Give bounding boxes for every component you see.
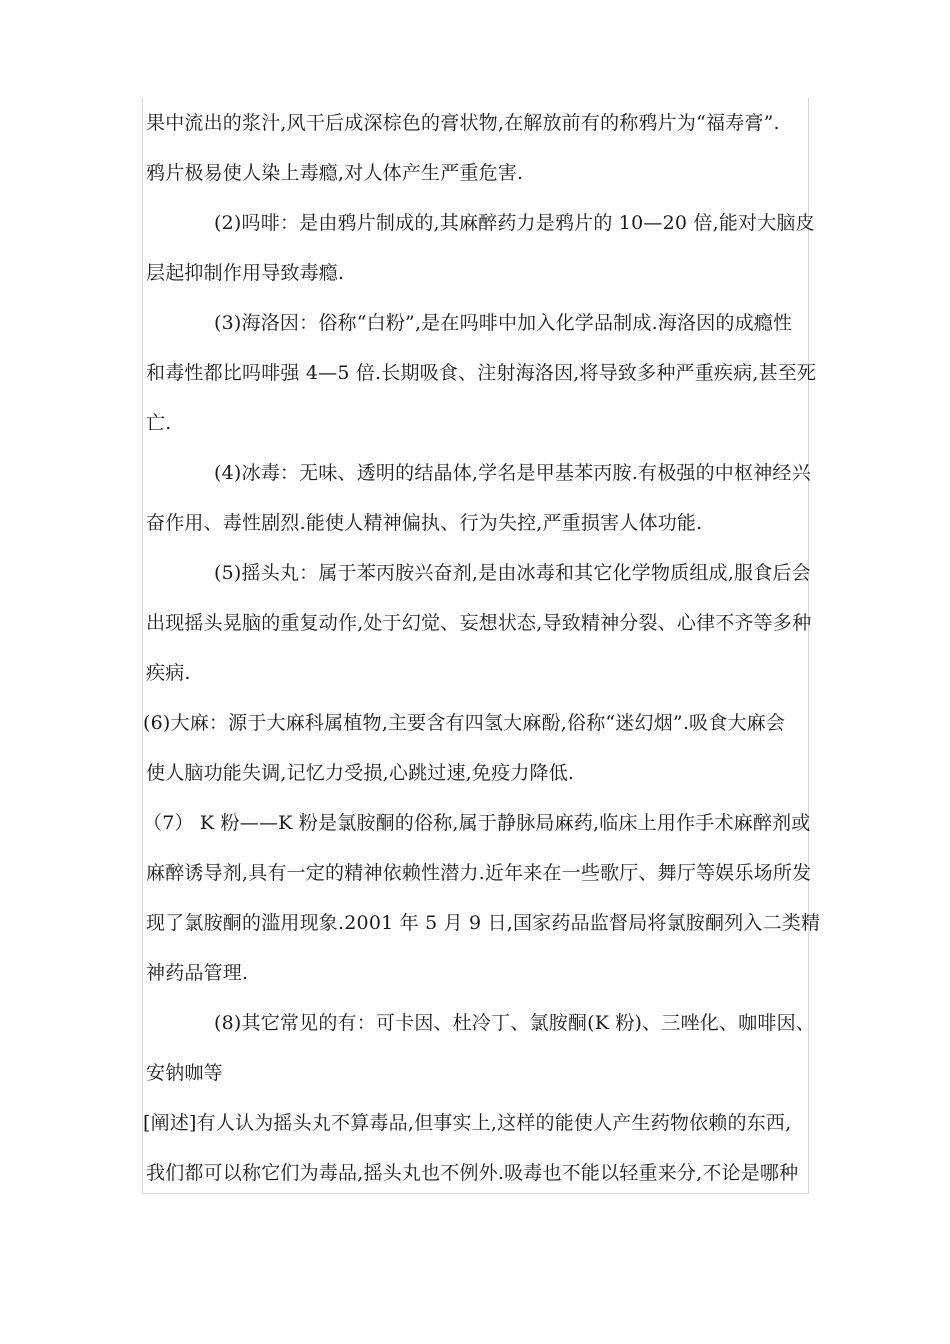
paragraph-line-20: 安钠咖等: [146, 1062, 223, 1084]
paragraph-line-3: (2)吗啡：是由鸦片制成的,其麻醉药力是鸦片的 10—20 倍,能对大脑皮: [214, 212, 815, 234]
paragraph-line-22: 我们都可以称它们为毒品,摇头丸也不例外.吸毒也不能以轻重来分,不论是哪种: [146, 1162, 799, 1184]
paragraph-line-13: (6)大麻：源于大麻科属植物,主要含有四氢大麻酚,俗称“迷幻烟”.吸食大麻会: [143, 712, 786, 734]
paragraph-line-15: （7） K 粉——K 粉是氯胺酮的俗称,属于静脉局麻药,临床上用作手术麻醉剂或: [143, 812, 811, 834]
paragraph-line-8: (4)冰毒：无味、透明的结晶体,学名是甲基苯丙胺.有极强的中枢神经兴: [214, 462, 811, 484]
paragraph-line-6: 和毒性都比吗啡强 4—5 倍.长期吸食、注射海洛因,将导致多种严重疾病,甚至死: [146, 362, 817, 384]
paragraph-line-9: 奋作用、毒性剧烈.能使人精神偏执、行为失控,严重损害人体功能.: [146, 512, 703, 534]
paragraph-line-21: [阐述]有人认为摇头丸不算毒品,但事实上,这样的能使人产生药物依赖的东西,: [143, 1112, 792, 1134]
paragraph-line-16: 麻醉诱导剂,具有一定的精神依赖性潜力.近年来在一些歌厅、舞厅等娱乐场所发: [146, 862, 812, 884]
paragraph-line-7: 亡.: [146, 412, 172, 434]
paragraph-line-2: 鸦片极易使人染上毒瘾,对人体产生严重危害.: [146, 162, 524, 184]
paragraph-line-17: 现了氯胺酮的滥用现象.2001 年 5 月 9 日,国家药品监督局将氯胺酮列入二类精: [146, 912, 821, 934]
paragraph-line-1: 果中流出的浆汁,风干后成深棕色的膏状物,在解放前有的称鸦片为“福寿膏”.: [146, 112, 780, 134]
paragraph-line-14: 使人脑功能失调,记忆力受损,心跳过速,免疫力降低.: [146, 762, 575, 784]
paragraph-line-19: (8)其它常见的有：可卡因、杜冷丁、氯胺酮(K 粉)、三唑化、咖啡因、: [214, 1012, 815, 1034]
paragraph-line-18: 神药品管理.: [146, 962, 249, 984]
paragraph-line-12: 疾病.: [146, 662, 191, 684]
paragraph-line-10: (5)摇头丸：属于苯丙胺兴奋剂,是由冰毒和其它化学物质组成,服食后会: [214, 562, 811, 584]
paragraph-line-5: (3)海洛因：俗称“白粉”,是在吗啡中加入化学品制成.海洛因的成瘾性: [214, 312, 793, 334]
paragraph-line-11: 出现摇头晃脑的重复动作,处于幻觉、妄想状态,导致精神分裂、心律不齐等多种: [146, 612, 812, 634]
paragraph-line-4: 层起抑制作用导致毒瘾.: [146, 262, 345, 284]
